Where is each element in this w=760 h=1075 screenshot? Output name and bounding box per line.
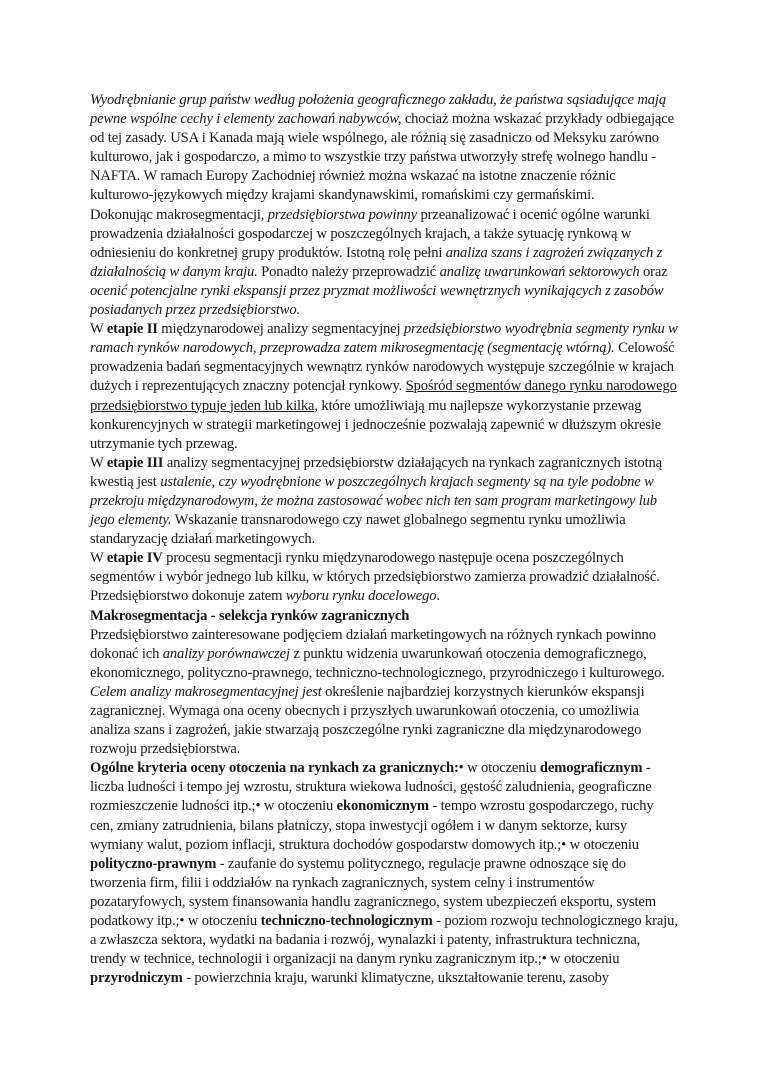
bold-text: Ogólne kryteria oceny otoczenia na rynkach za granicznych: [90, 760, 459, 777]
body-text: W [90, 321, 107, 338]
body-text: , które umożliwiają mu najlepsze wykorzystanie przewag konkurencyjnych w strategii marketingowej i jednocześnie pozwalają zapewnić w dłuższym okresie utrzymanie tych przewag. [90, 397, 662, 452]
body-text: Ponadto należy przeprowadzić [257, 263, 440, 280]
body-text: procesu segmentacji rynku międzynarodowego następuje ocena poszczególnych segmentów i wybór jednego lub kilku, w których przedsiębiorstwo zamierza prowadzić działalność. Przedsiębiorstwo dokonuje zatem [90, 550, 660, 605]
body-text: Celowość prowadzenia badań segmentacyjnych wewnątrz rynków narodowych występuje szczególnie w krajach dużych i reprezentujących znaczny potencjał rynkowy. [90, 340, 675, 395]
italic-text: ustalenie, czy wyodrębnione w poszczególnych krajach segmenty są na tyle podobne w przekroju międzynarodowym, że można zastosować wobec nich ten sam program marketingowy lub jego elementy. [90, 473, 657, 529]
italic-text: analiza szans i zagrożeń związanych z działalnością w danym kraju. [90, 244, 663, 280]
body-text: • w otoczeniu [458, 760, 540, 777]
body-text: chociaż można wskazać przykłady odbiegające od tej zasady. USA i Kanada mają wiele wspólnego, ale różnią się zasadniczo od Meksyku zarówno kulturowo, jak i gospodarczo, a mimo to wszystkie trzy państwa utworzyły strefę wolnego handlu - NAFTA. W ramach Europy Zachodniej również można wskazać na istotne znaczenie różnic kulturowo-językowych między krajami skandynawskimi, romańskimi czy germańskimi. [90, 111, 674, 204]
bold-text: etapie II [106, 321, 158, 338]
italic-text: Celem analizy makrosegmentacyjnej jest [90, 683, 322, 700]
underlined-text: Spośród segmentów danego rynku narodowego przedsiębiorstwo typuje jeden lub kilka [90, 378, 677, 414]
body-text: - poziom rozwoju technologicznego kraju, a zwłaszcza sektora, wydatki na badania i rozwój, wynalazki i patenty, infrastruktura techniczna, trendy w technice, technologii i organizacji na danym rynku zagranicznym itp.;• w otoczeniu [90, 913, 678, 968]
paragraph-macrosegmentation [90, 206, 680, 321]
italic-text: analizę uwarunkowań sektorowych [439, 263, 640, 280]
document-page [90, 91, 680, 988]
bold-text: demograficznym [539, 760, 643, 777]
bold-text: techniczno-technologicznym [260, 913, 433, 930]
body-text: analizy segmentacyjnej przedsiębiorstw działających na rynkach zagranicznych istotną kwestią jest [90, 454, 662, 490]
body-text: oraz [639, 263, 668, 280]
body-text: określenie najbardziej korzystnych kierunków ekspansji zagranicznej. Wymaga ona oceny obecnych i przyszłych uwarunkowań otoczenia, co umożliwia analiza szans i zagrożeń, jakie stwarzają poszczególne rynki zagraniczne dla międzynarodowego rozwoju przedsiębiorstwa. [90, 683, 645, 758]
italic-text: wyboru rynku docelowego [285, 588, 437, 605]
paragraph-criteria [90, 759, 680, 988]
paragraph-stage-2 [90, 320, 680, 454]
body-text: międzynarodowej analizy segmentacyjnej [157, 321, 404, 338]
paragraph-comparative-analysis [90, 626, 680, 760]
bold-text: etapie III [106, 454, 164, 471]
body-text: przeanalizować i ocenić ogólne warunki prowadzenia działalności gospodarczej w poszczególnych krajach, a także sytuację rynkową w odniesieniu do konkretnej grupy produktów. Istotną rolę pełni [90, 206, 650, 261]
section-heading: Makrosegmentacja - selekcja rynków zagranicznych [90, 607, 410, 624]
body-text: Przedsiębiorstwo zainteresowane podjęciem działań marketingowych na różnych rynkach powinno dokonać ich [90, 626, 656, 662]
body-text: Wskazanie transnarodowego czy nawet globalnego segmentu rynku umożliwia standaryzację działań marketingowych. [90, 512, 626, 548]
body-text: - powierzchnia kraju, warunki klimatyczne, ukształtowanie terenu, zasoby [182, 970, 609, 987]
paragraph-stage-4 [90, 549, 680, 606]
paragraph-stage-3 [90, 454, 680, 549]
bold-text: ekonomicznym [336, 798, 429, 815]
bold-text: polityczno-prawnym [90, 855, 217, 872]
paragraph-geographic-grouping [90, 91, 680, 206]
italic-text: przedsiębiorstwa powinny [267, 206, 418, 223]
body-text: - zaufanie do systemu politycznego, regulacje prawne odnoszące się do tworzenia firm, filii i oddziałów na rynkach zagranicznych, system celny i instrumentów pozataryfowych, system finansowania handlu zagranicznego, system ubezpieczeń eksportu, system podatkowy itp.;• w otoczeniu [90, 855, 656, 930]
bold-text: etapie IV [106, 550, 163, 567]
body-text: z punktu widzenia uwarunkowań otoczenia demograficznego, ekonomicznego, polityczno-prawnego, techniczno-technologicznego, przyrodniczego i kulturowego. [90, 645, 665, 681]
body-text: - tempo wzrostu gospodarczego, ruchy cen, zmiany zatrudnienia, bilans płatniczy, stopa inwestycji ogółem i w danym sektorze, kursy wymiany walut, poziom inflacji, struktura dochodów gospodarstw domowych itp.;• w otoczeniu [90, 798, 654, 853]
body-text: Dokonując makrosegmentacji, [90, 206, 268, 223]
body-text: - liczba ludności i tempo jej wzrostu, struktura wiekowa ludności, gęstość zaludnienia, geograficzne rozmieszczenie ludności itp.;• w otoczeniu [90, 760, 652, 815]
body-text: . [436, 588, 440, 605]
italic-text: Wyodrębnianie grup państw według położenia geograficznego zakładu, że państwa sąsiadujące mają pewne wspólne cechy i elementy zachowań nabywców, [90, 92, 666, 128]
body-text: W [90, 550, 107, 567]
italic-text: analizy porównawczej [162, 645, 290, 662]
italic-text: ocenić potencjalne rynki ekspansji przez pryzmat możliwości wewnętrznych wynikających z zasobów posiadanych przez przedsiębiorstwo. [90, 282, 664, 319]
bold-text: przyrodniczym [90, 970, 183, 987]
body-text: W [90, 454, 107, 471]
italic-text: przedsiębiorstwo wyodrębnia segmenty rynku w ramach rynków narodowych, przeprowadza zatem mikrosegmentację (segmentację wtórną). [90, 321, 678, 357]
